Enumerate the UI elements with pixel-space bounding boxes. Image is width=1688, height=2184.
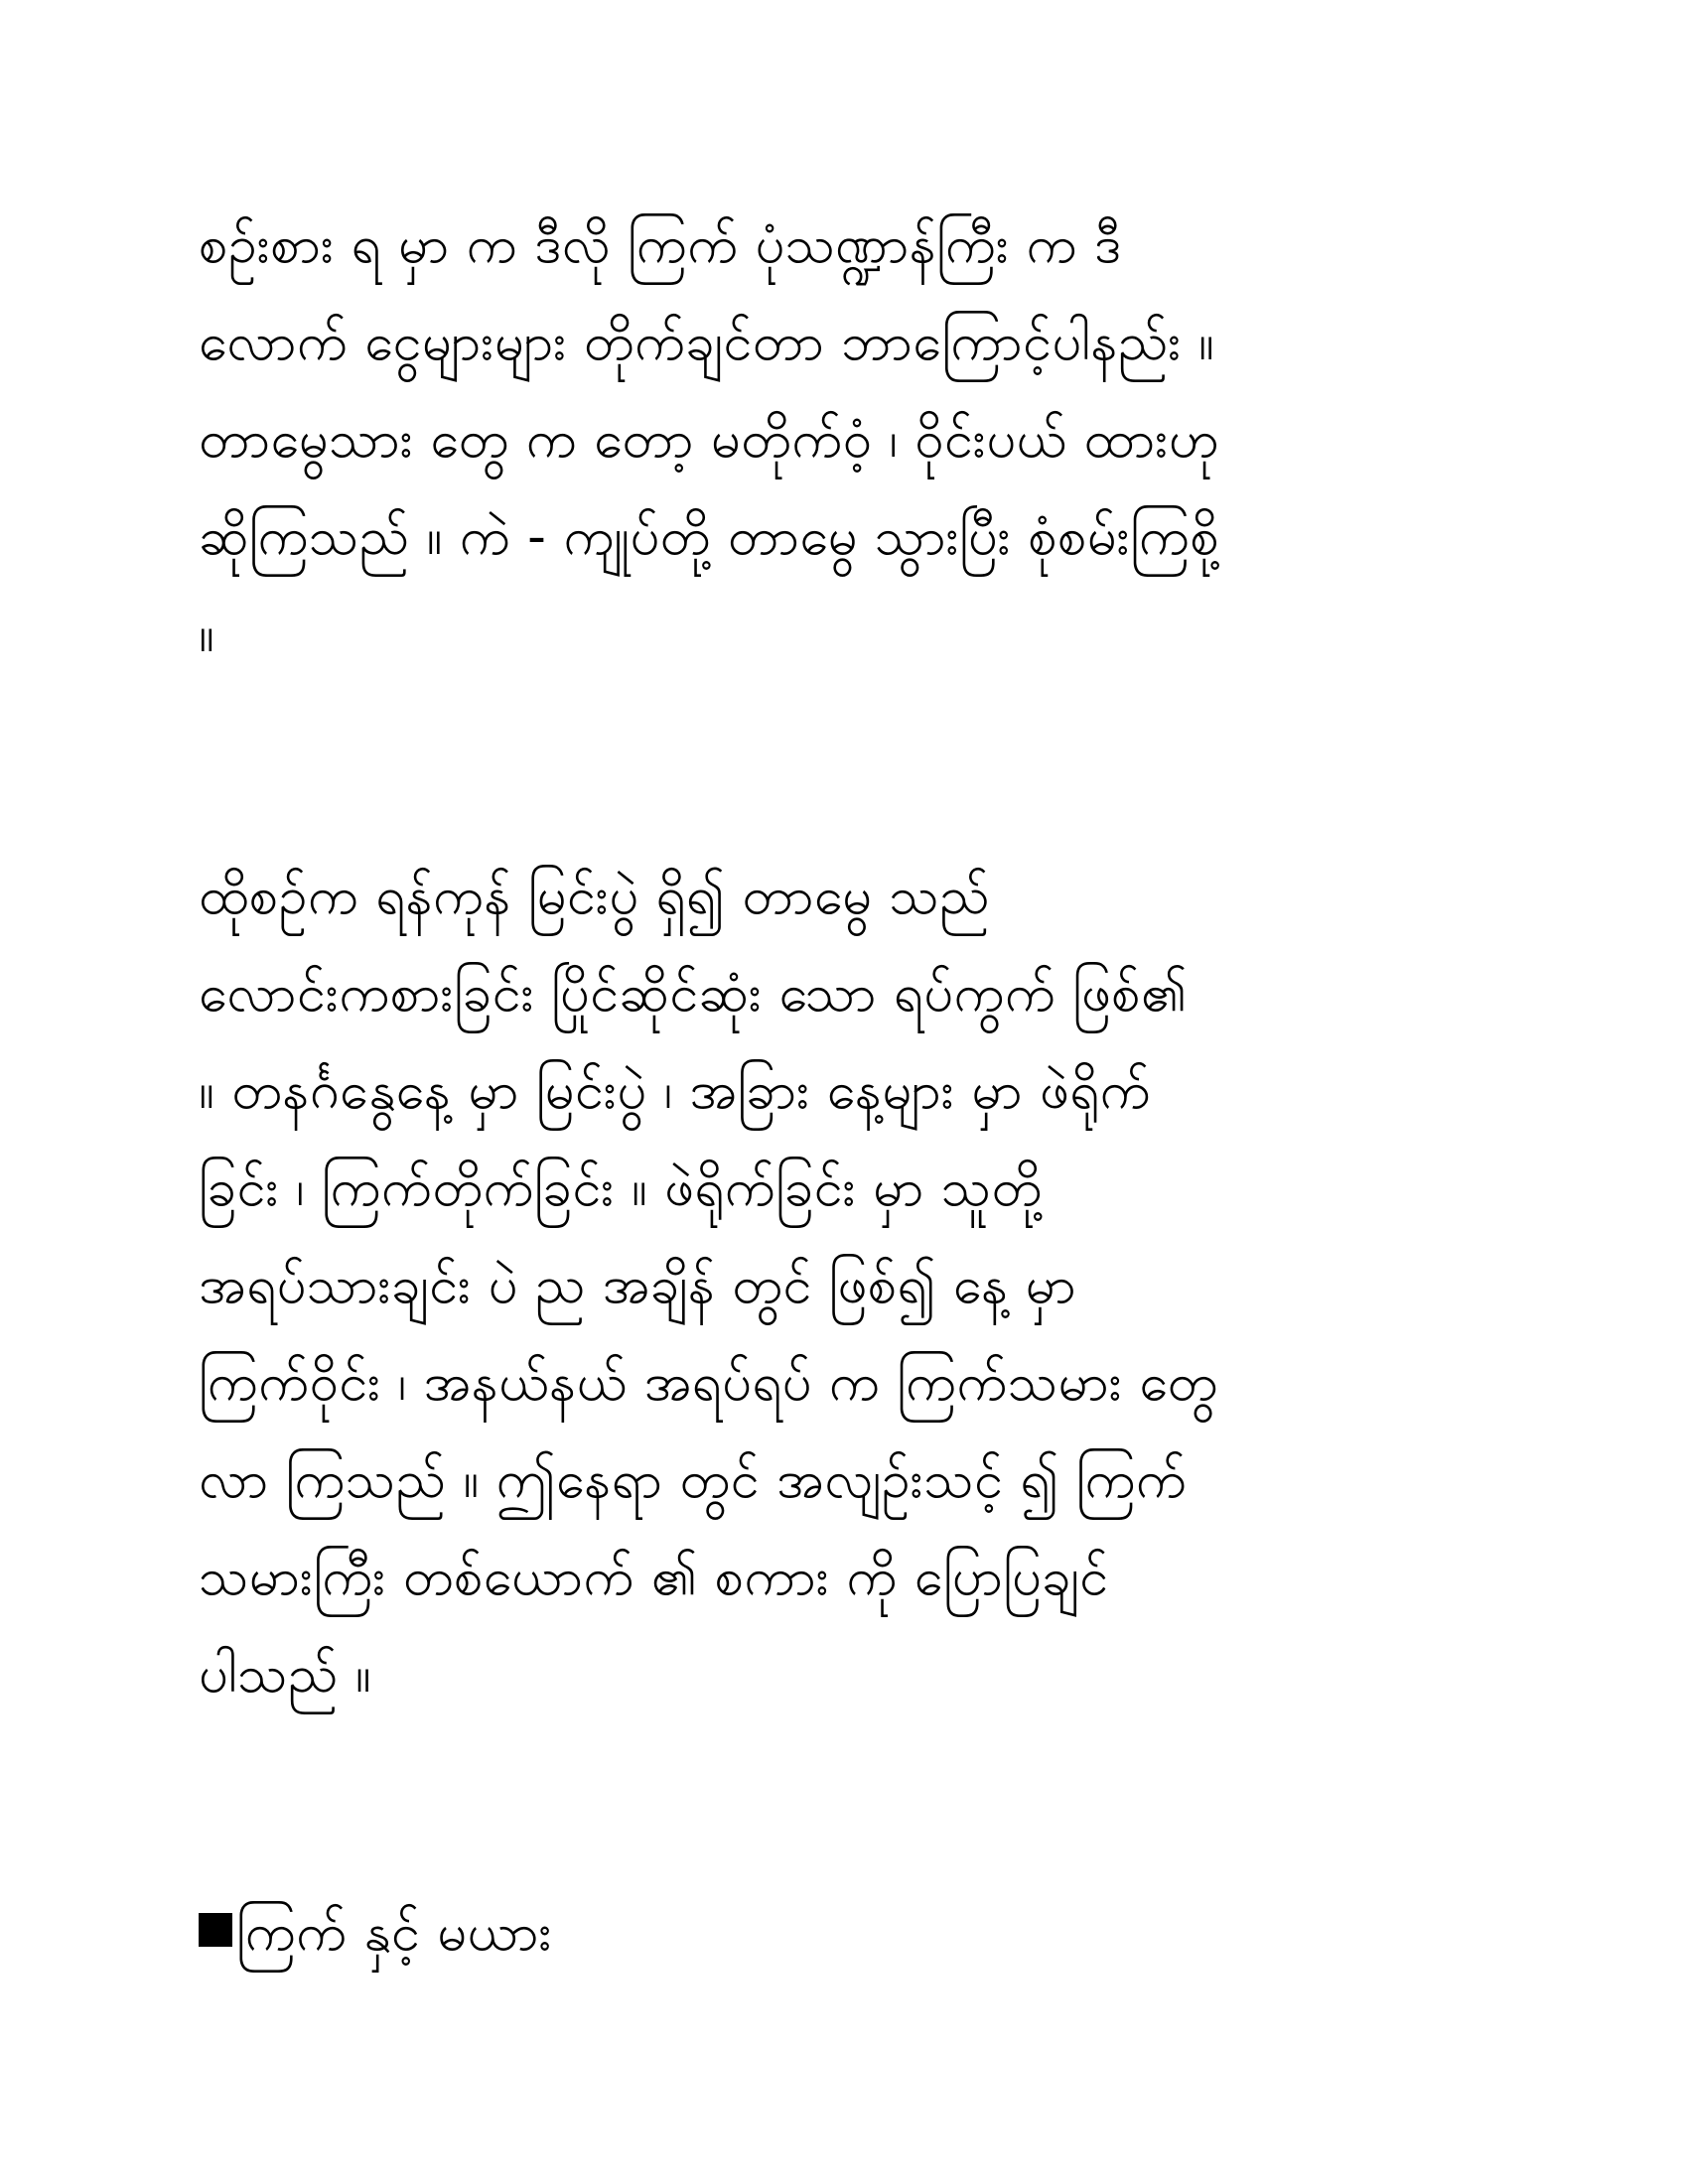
paragraph-line: ပါသည် ။: [199, 1645, 371, 1705]
paragraph-1: [199, 197, 1509, 683]
paragraph-line: ထိုစဉ်က ရန်ကုန် မြင်းပွဲ ရှိ၍ တာမွေ သည်: [199, 867, 990, 926]
section-heading: [199, 1884, 1509, 1981]
paragraph-line: ခြင်း ၊ ကြက်တိုက်ခြင်း ။ ဖဲရိုက်ခြင်း မှာ သူတို့: [199, 1159, 1043, 1218]
paragraph-line: စဉ်းစား ရ မှာ က ဒီလို ကြက် ပုံသဏ္ဍာန်ကြီး က ဒီ: [199, 215, 1122, 275]
section-heading-text: ကြက် နှင့် မယား: [236, 1903, 553, 1963]
section-heading-line: [199, 1884, 1509, 1981]
paragraph-line: ဆိုကြသည် ။ ကဲ - ကျုပ်တို့ တာမွေ သွားပြီး စုံစမ်းကြစို့: [199, 507, 1220, 567]
paragraph-line: လောင်းကစားခြင်း ပြိုင်ဆိုင်ဆုံး သော ရပ်ကွက် ဖြစ်၏: [199, 964, 1188, 1024]
paragraph-line: ကြက်ဝိုင်း ၊ အနယ်နယ် အရပ်ရပ် က ကြက်သမား တွေ: [199, 1353, 1218, 1413]
paragraph-line: သမားကြီး တစ်ယောက် ၏ စကား ကို ပြောပြချင်: [199, 1548, 1109, 1607]
paragraph-line: ။: [199, 605, 215, 664]
paragraph-line: လာ ကြသည် ။ ဤနေရာ တွင် အလျဉ်းသင့် ၍ ကြက်: [199, 1450, 1188, 1510]
paragraph-line: ။ တနင်္ဂနွေနေ့ မှာ မြင်းပွဲ ၊ အခြား နေ့များ မှာ ဖဲရိုက်: [199, 1061, 1151, 1121]
square-bullet-icon: [199, 1913, 232, 1947]
paragraph-2: [199, 848, 1509, 1723]
paragraph-line: အရပ်သားချင်း ပဲ ည အချိန် တွင် ဖြစ်၍ နေ့ မှာ: [199, 1256, 1077, 1315]
paragraph-line: လောက် ငွေများများ တိုက်ချင်တာ ဘာကြောင့်ပါနည်း ။: [199, 313, 1215, 372]
paragraph-line: တာမွေသား တွေ က တော့ မတိုက်ဝံ့ ၊ ဝိုင်းပယ် ထားဟု: [199, 410, 1220, 470]
